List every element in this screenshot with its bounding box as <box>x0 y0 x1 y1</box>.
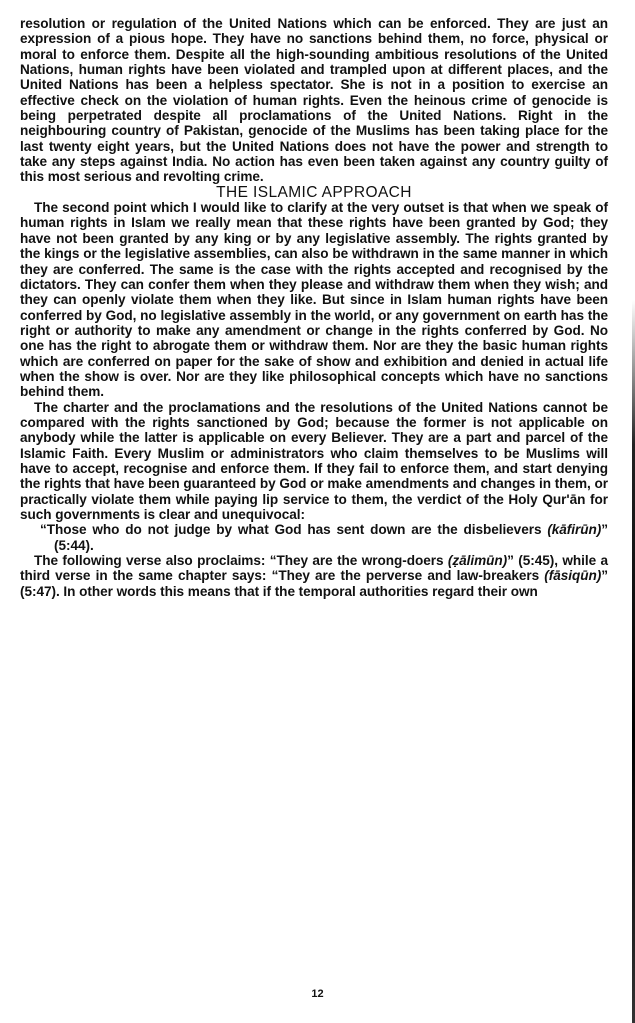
quote-text: “Those who do not judge by what God has sent down are the disbelievers <box>40 522 542 538</box>
verse-text-b: ” (5:45), while a third verse in the same chapter says: “They are the perverse and law-breakers <box>20 553 608 584</box>
section-heading: THE ISLAMIC APPROACH <box>216 183 412 201</box>
verse-text-c: ” (5:47). In other words this means that if the temporal authorities regard their own <box>20 568 608 599</box>
quran-quote <box>20 522 608 553</box>
page-body <box>20 16 608 599</box>
verse-term-fasiqun: (fāsiqūn) <box>544 568 602 584</box>
paragraph-second-point: The second point which I would like to clarify at the very outset is that when we speak of human rights in Islam we really mean that these rights have been granted by God; they have not been granted by any king or by any legislative assembly. The rights granted by the kings or the legislative assemblies, can also be withdrawn in the same manner in which they are conferred. The same is the case with the rights accepted and recognised by the dictators. They can confer them when they please and withdraw them when they wish; and they can openly violate them when they like. But since in Islam human rights have been conferred by God, no legislative assembly in the world, or any government on earth has the right or authority to make any amendment or change in the rights conferred by God. No one has the right to abrogate them or withdraw them. Nor are they the basic human rights which are conferred on paper for the sake of show and exhibition and denied in actual life when the show is over. Nor are they like philosophical concepts which have no sanctions behind them. <box>20 200 608 400</box>
paragraph-continuation: resolution or regulation of the United Nations which can be enforced. They are just an expression of a pious hope. They have no sanctions behind them, no force, physical or moral to enforce them. Despite all the high-sounding ambitious resolutions of the United Nations, human rights have been violated and trampled upon at different places, and the United Nations has been a helpless spectator. She is not in a position to exercise an effective check on the violation of human rights. Even the heinous crime of genocide is being perpetrated despite all proclamations of the United Nations. Right in the neighbouring country of Pakistan, genocide of the Muslims has been taking place for the last twenty eight years, but the United Nations does not have the power and strength to take any steps against India. No action has even been taken against any country guilty of this most serious and revolting crime. <box>20 16 608 185</box>
verse-term-zalimun: (ẓālimūn) <box>447 553 508 569</box>
paragraph-following-verse <box>20 553 608 599</box>
verse-text-a: The following verse also proclaims: “They are the wrong-doers <box>34 553 444 569</box>
page-number: 12 <box>311 988 324 1000</box>
paragraph-charter: The charter and the proclamations and the resolutions of the United Nations cannot be compared with the rights sanctioned by God; because the former is not applicable on anybody while the latter is applicable on every Believer. They are a part and parcel of the Islamic Faith. Every Muslim or administrators who claim themselves to be Muslims will have to accept, recognise and enforce them. If they fail to enforce them, and start denying the rights that have been guaranteed by God or make amendments and changes in them, or practically violate them while paying lip service to them, the verdict of the Holy Qur'ān for such governments is clear and unequivocal: <box>20 399 608 522</box>
quote-term: (kāfirūn) <box>547 522 602 538</box>
quote-reference: ” (5:44). <box>54 522 608 553</box>
